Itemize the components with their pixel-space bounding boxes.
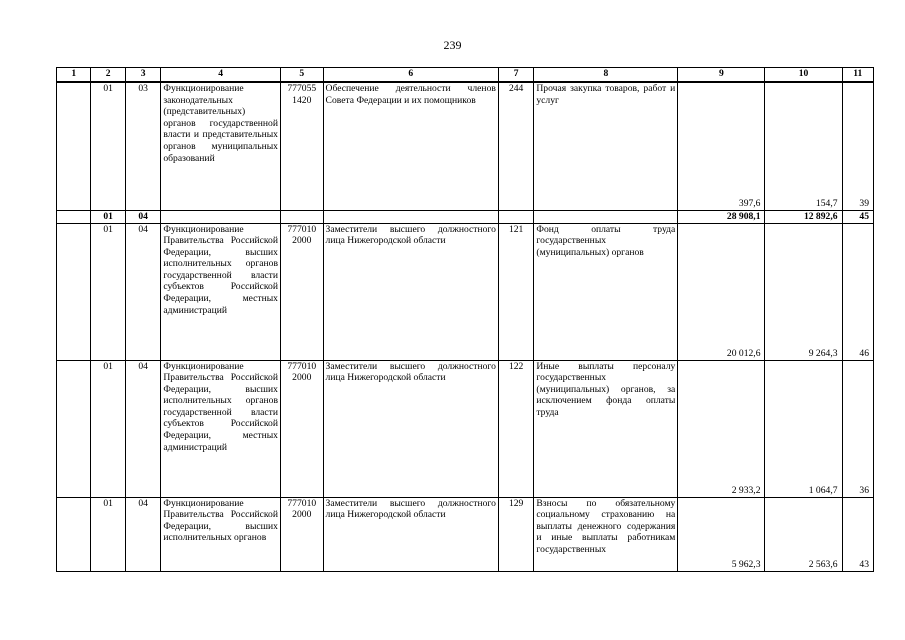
column-header: 5 (280, 68, 323, 83)
column-header: 10 (765, 68, 842, 83)
cell-amount-plan: 28 908,1 (678, 210, 765, 223)
cell-expense-type (498, 210, 533, 223)
cell-expense-name (534, 210, 678, 223)
column-header: 9 (678, 68, 765, 83)
cell-section-name: Функционирование Правительства Российской Федерации, высших исполнительных органов (161, 497, 281, 571)
cell-col1 (57, 360, 91, 497)
cell-amount-fact: 1 064,7 (765, 360, 842, 497)
column-header: 11 (842, 68, 873, 83)
cell-expense-type: 121 (498, 223, 533, 360)
cell-target-name (323, 210, 498, 223)
cell-col1 (57, 82, 91, 210)
cell-amount-plan: 20 012,6 (678, 223, 765, 360)
cell-target-code: 777055 1420 (280, 82, 323, 210)
cell-subsection: 04 (125, 210, 160, 223)
cell-amount-fact: 2 563,6 (765, 497, 842, 571)
cell-col1 (57, 210, 91, 223)
cell-target-code (280, 210, 323, 223)
cell-expense-name: Прочая закупка товаров, работ и услуг (534, 82, 678, 210)
cell-amount-fact: 154,7 (765, 82, 842, 210)
column-header: 3 (125, 68, 160, 83)
cell-amount-fact: 9 264,3 (765, 223, 842, 360)
column-header: 4 (161, 68, 281, 83)
cell-target-name: Обеспечение деятельности членов Совета Федерации и их помощников (323, 82, 498, 210)
cell-col1 (57, 497, 91, 571)
cell-amount-plan: 2 933,2 (678, 360, 765, 497)
cell-amount-fact: 12 892,6 (765, 210, 842, 223)
cell-target-code: 777010 2000 (280, 360, 323, 497)
cell-percent: 36 (842, 360, 873, 497)
cell-percent: 39 (842, 82, 873, 210)
table-row (57, 360, 874, 497)
cell-section: 01 (91, 210, 125, 223)
cell-target-code: 777010 2000 (280, 497, 323, 571)
cell-section: 01 (91, 223, 125, 360)
cell-expense-type: 129 (498, 497, 533, 571)
cell-expense-name: Иные выплаты персоналу государственных (муниципальных) органов, за исключением фонда оплаты труда (534, 360, 678, 497)
column-header: 1 (57, 68, 91, 83)
table-row (57, 497, 874, 571)
cell-section-name: Функционирование Правительства Российской Федерации, высших исполнительных органов государственной власти субъектов Российской Федерации, местных администраций (161, 223, 281, 360)
cell-expense-type: 122 (498, 360, 533, 497)
cell-percent: 43 (842, 497, 873, 571)
cell-percent: 46 (842, 223, 873, 360)
cell-target-code: 777010 2000 (280, 223, 323, 360)
cell-percent: 45 (842, 210, 873, 223)
column-header: 2 (91, 68, 125, 83)
cell-target-name: Заместители высшего должностного лица Нижегородской области (323, 360, 498, 497)
column-header: 8 (534, 68, 678, 83)
table-header-row (57, 68, 874, 83)
cell-section-name: Функционирование Правительства Российской Федерации, высших исполнительных органов государственной власти субъектов Российской Федерации, местных администраций (161, 360, 281, 497)
cell-section-name: Функционирование законодательных (представительных) органов государственной власти и представительных органов муниципальных образований (161, 82, 281, 210)
cell-subsection: 03 (125, 82, 160, 210)
cell-section: 01 (91, 360, 125, 497)
table-row (57, 223, 874, 360)
column-header: 6 (323, 68, 498, 83)
page-number: 239 (443, 38, 462, 52)
cell-target-name: Заместители высшего должностного лица Нижегородской области (323, 223, 498, 360)
cell-col1 (57, 223, 91, 360)
budget-table (56, 67, 874, 572)
cell-subsection: 04 (125, 360, 160, 497)
cell-target-name: Заместители высшего должностного лица Нижегородской области (323, 497, 498, 571)
cell-expense-type: 244 (498, 82, 533, 210)
subtotal-row (57, 210, 874, 223)
cell-amount-plan: 397,6 (678, 82, 765, 210)
cell-expense-name: Взносы по обязательному социальному страхованию на выплаты денежного содержания и иные выплаты работникам государственных (534, 497, 678, 571)
cell-subsection: 04 (125, 223, 160, 360)
column-header: 7 (498, 68, 533, 83)
cell-expense-name: Фонд оплаты труда государственных (муниципальных) органов (534, 223, 678, 360)
cell-amount-plan: 5 962,3 (678, 497, 765, 571)
cell-subsection: 04 (125, 497, 160, 571)
cell-section: 01 (91, 497, 125, 571)
cell-section: 01 (91, 82, 125, 210)
cell-section-name (161, 210, 281, 223)
table-row (57, 82, 874, 210)
